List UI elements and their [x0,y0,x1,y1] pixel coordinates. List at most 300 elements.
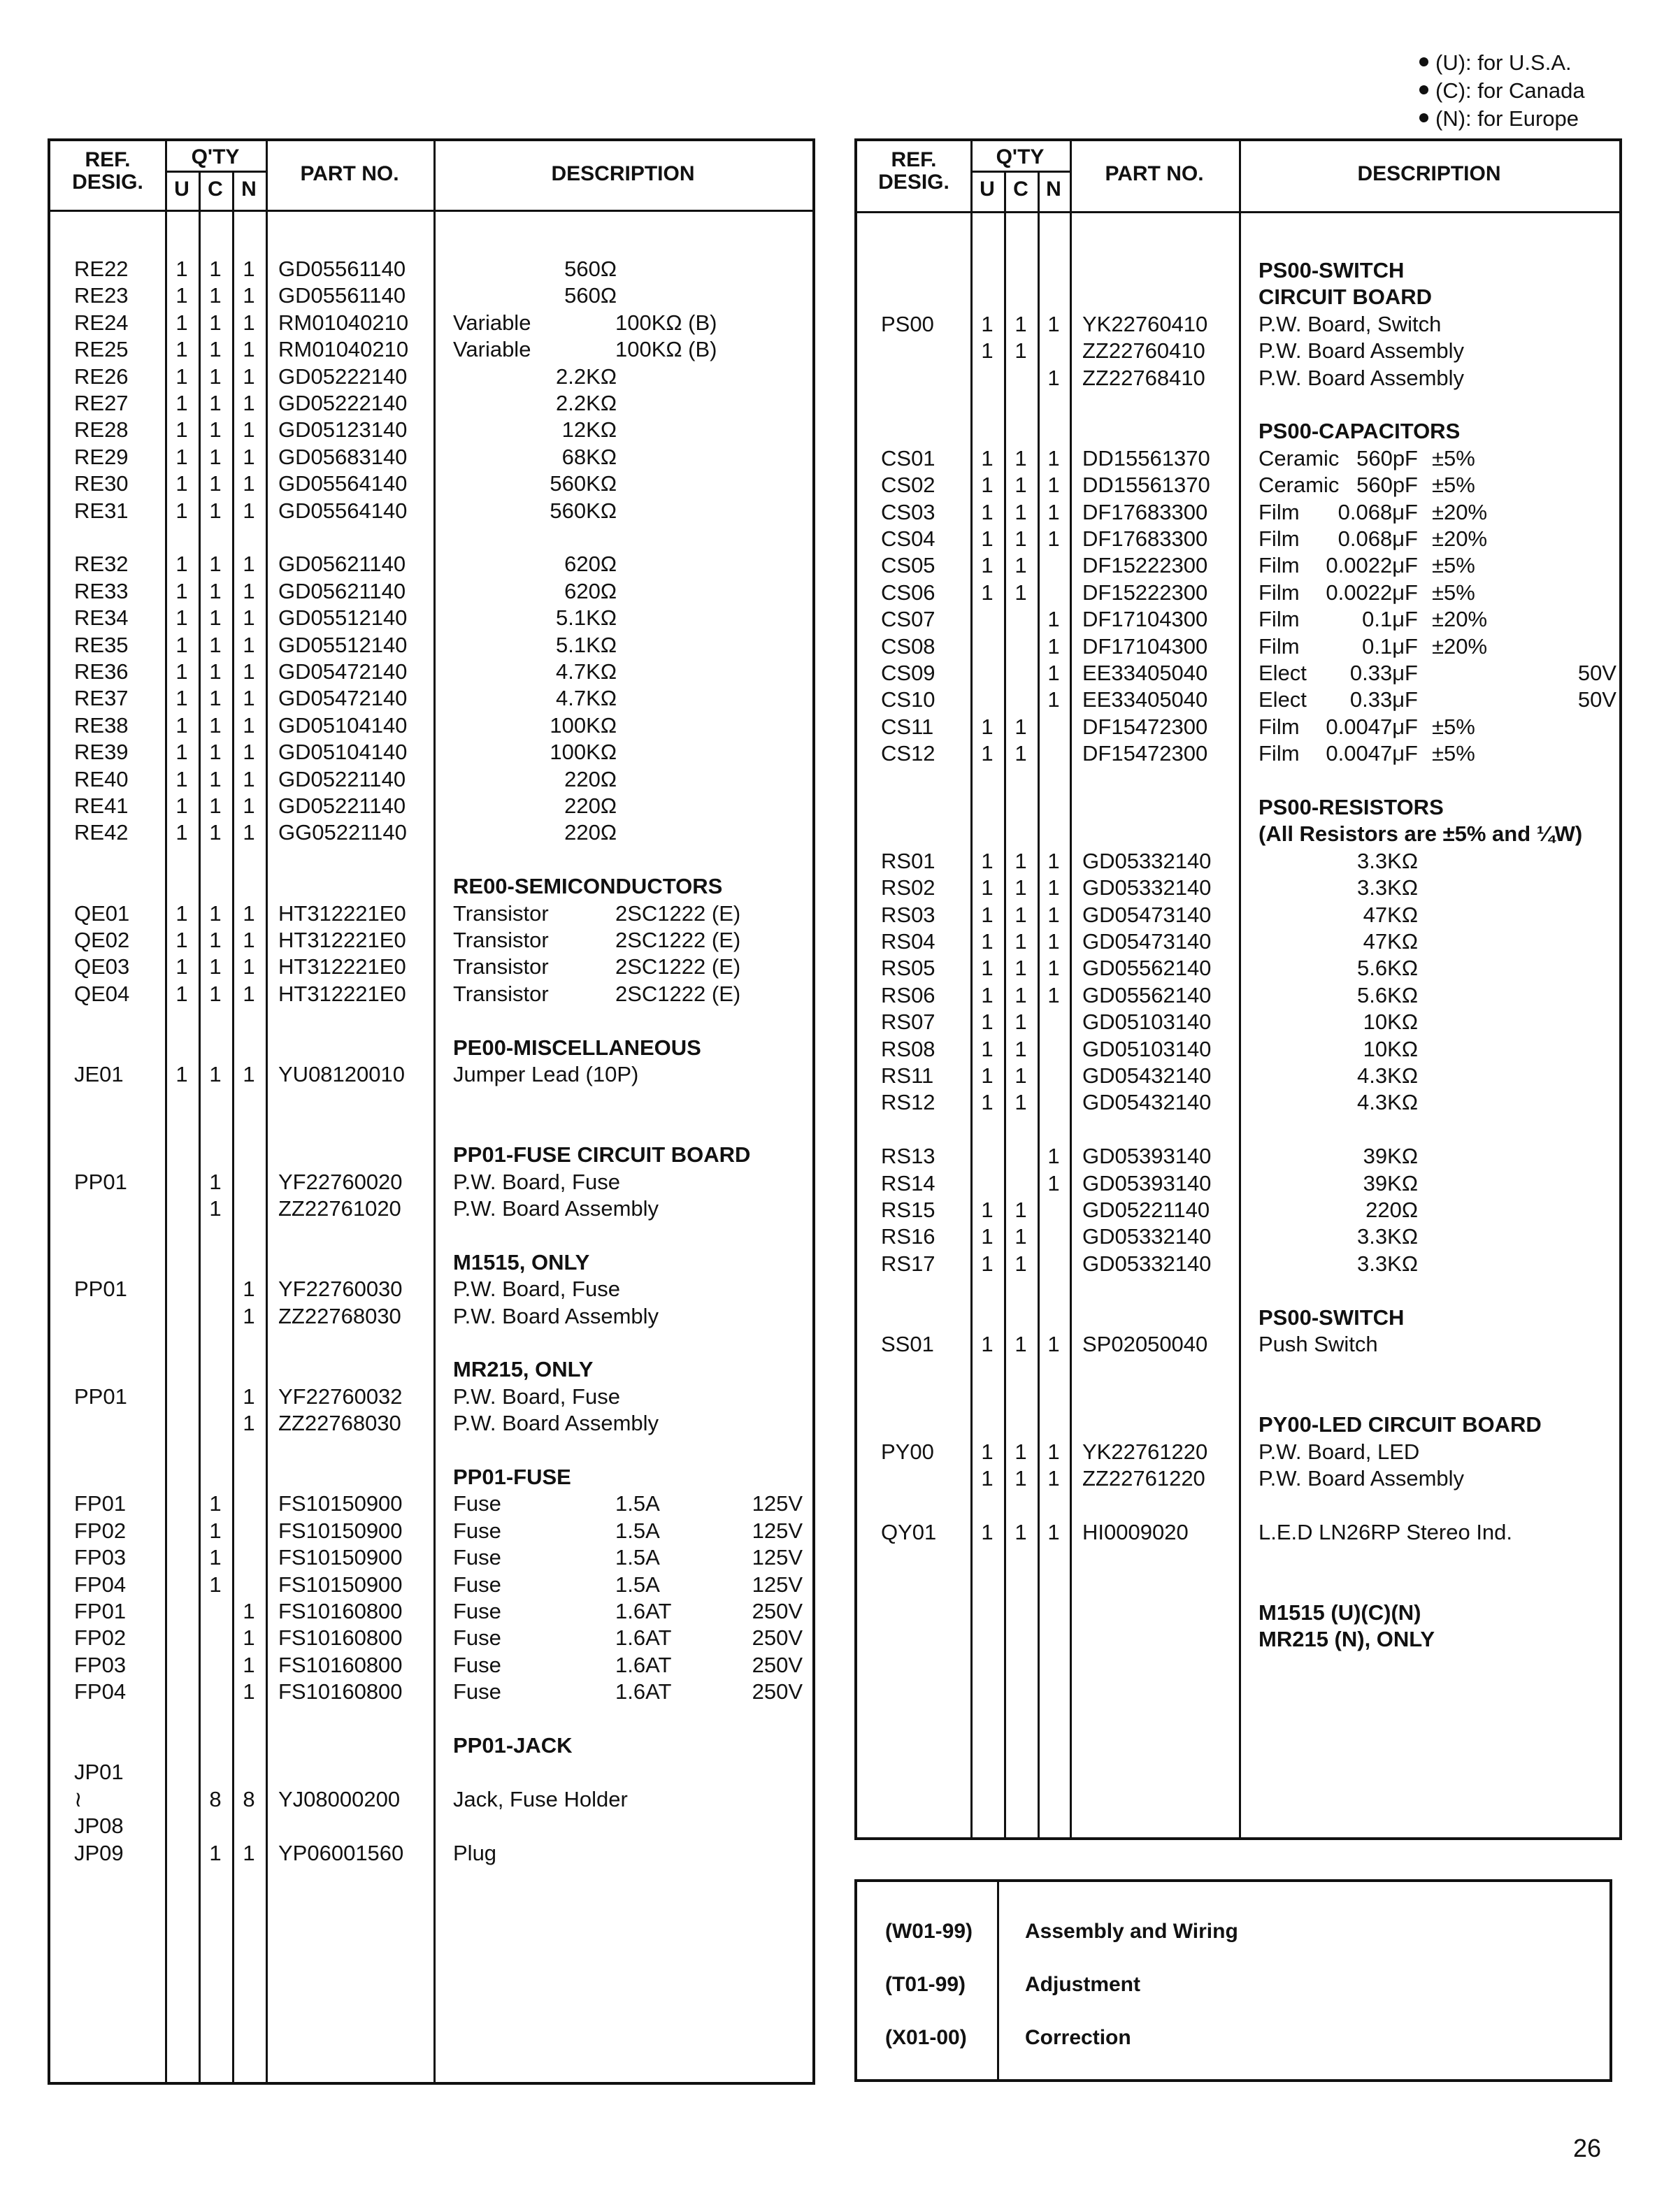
description-value: 0.1μF [1362,633,1418,659]
ref-designator: PP01 [74,1277,127,1302]
description-value: 620Ω [564,578,617,603]
qty-n: 1 [243,686,255,711]
qty-c: 1 [209,820,222,845]
qty-c: 1 [209,1545,222,1570]
qty-n: 1 [243,1062,255,1086]
part-number: DF17683300 [1082,499,1208,524]
qty-c: 1 [1014,526,1027,551]
qty-subheader-line [165,171,266,173]
legend-usa: (U): for U.S.A. [1419,49,1585,77]
section-heading: PS00-RESISTORS [1258,795,1444,819]
qty-u: 1 [981,580,994,605]
qty-c: 1 [1014,982,1027,1007]
part-number: GD05472140 [278,686,408,711]
description-spec: 2SC1222 (E) [615,954,741,979]
qty-n: 1 [1047,1170,1060,1195]
description-value: 560KΩ [550,498,617,523]
description-value: 2.2KΩ [556,364,617,389]
ref-designator: CS01 [881,445,935,471]
description-value: 47KΩ [1363,929,1418,954]
qty-c: 1 [209,659,222,684]
qty-n: 1 [243,471,255,496]
qty-n: 1 [1047,687,1060,712]
qty-u: 1 [981,1090,994,1115]
qty-u: 1 [175,391,188,415]
description-type: Fuse [453,1572,501,1597]
qty-n: 1 [1047,365,1060,390]
qty-c: 1 [209,1840,222,1865]
header-part-no: PART NO. [300,162,399,185]
part-number: YP06001560 [278,1840,404,1865]
section-heading: PP01-FUSE CIRCUIT BOARD [453,1142,751,1168]
description-spec: ±5% [1432,445,1475,471]
qty-u: 1 [981,1332,994,1356]
qty-c: 1 [1014,499,1027,524]
qty-u: 1 [981,1519,994,1544]
description-value: 39KΩ [1363,1170,1418,1195]
part-number: GD05432140 [1082,1090,1212,1115]
ref-designator: RS12 [881,1090,935,1115]
ref-designator: RS15 [881,1198,935,1222]
description-spec: 1.5A [615,1545,660,1570]
description-value: 39KΩ [1363,1144,1418,1169]
qty-u: 1 [981,526,994,551]
part-number: GD05332140 [1082,1251,1212,1276]
qty-u: 1 [175,981,188,1006]
ref-designator: FP01 [74,1491,127,1516]
qty-u: 1 [175,257,188,281]
part-number: GD05621140 [278,578,406,603]
qty-u: 1 [175,310,188,335]
part-number: FS10150900 [278,1491,403,1516]
description-type: Film [1258,499,1300,524]
qty-n: 1 [243,928,255,952]
description-type: Variable [453,337,531,362]
qty-n: 1 [1047,445,1060,471]
part-number: HT312221E0 [278,928,406,952]
qty-n: 1 [1047,311,1060,336]
code-legend-box [854,1879,1612,2082]
description-value: 220Ω [564,820,617,845]
legend-canada: (C): for Canada [1419,77,1585,105]
qty-n: 1 [243,337,255,362]
description-type: Fuse [453,1545,501,1570]
qty-c: 1 [209,712,222,738]
qty-c: 1 [209,766,222,791]
part-number: GG05221140 [278,820,407,845]
description-value: 5.6KΩ [1357,956,1418,981]
ref-designator: RS05 [881,956,935,981]
section-heading: MR215 (N), ONLY [1258,1627,1435,1652]
part-number: ZZ22761220 [1082,1466,1205,1491]
bullet-icon [1419,85,1428,94]
qty-n: 1 [243,257,255,281]
description-spec: 1.6AT [615,1652,672,1677]
qty-n: 1 [1047,929,1060,954]
description-value: 3.3KΩ [1357,875,1418,900]
qty-c: 1 [1014,311,1027,336]
qty-u: 1 [175,900,188,926]
qty-c: 1 [1014,875,1027,900]
qty-c: 1 [1014,1036,1027,1061]
description-value: 4.7KΩ [556,686,617,711]
ref-designator: QE03 [74,954,130,979]
qty-n: 1 [243,766,255,791]
description-rating: 250V [752,1599,803,1623]
ref-designator: FP03 [74,1545,127,1570]
part-number: DF15222300 [1082,580,1208,605]
description-spec: ±5% [1432,580,1475,605]
description-spec: 1.5A [615,1572,660,1597]
description-value: 47KΩ [1363,902,1418,927]
description-value: 0.0022μF [1326,553,1418,578]
qty-c: 1 [1014,473,1027,498]
description-spec: 2SC1222 (E) [615,900,741,926]
description-value: 10KΩ [1363,1010,1418,1035]
legend-text: Assembly and Wiring [1025,1920,1238,1943]
part-number: GD05222140 [278,391,408,415]
ref-designator: RE28 [74,417,129,443]
qty-n: 1 [243,793,255,818]
description-value: 3.3KΩ [1357,848,1418,873]
description-type: Fuse [453,1652,501,1677]
qty-c: 1 [209,632,222,657]
part-number: DF15222300 [1082,553,1208,578]
qty-u: 1 [175,766,188,791]
description-spec: ±20% [1432,607,1488,632]
ref-designator: QY01 [881,1519,937,1544]
qty-c: 1 [1014,741,1027,766]
description-spec: 1.5A [615,1491,660,1516]
ref-designator: CS10 [881,687,935,712]
description-value: 5.1KΩ [556,605,617,631]
ref-designator: RE34 [74,605,129,631]
ref-designator: RS17 [881,1251,935,1276]
section-heading: PS00-CAPACITORS [1258,419,1461,444]
ref-designator: RS04 [881,929,935,954]
qty-u: 1 [981,1224,994,1249]
header-n: N [1046,178,1061,201]
qty-n: 1 [243,364,255,389]
section-heading: M1515 (U)(C)(N) [1258,1600,1421,1625]
ref-designator: CS07 [881,607,935,632]
ref-designator: JP01 [74,1760,124,1785]
part-number: GD05332140 [1082,875,1212,900]
qty-n: 1 [1047,1466,1060,1491]
ref-designator: RE37 [74,686,129,711]
page-number: 26 [1573,2134,1602,2162]
part-number: YF22760032 [278,1384,403,1409]
qty-u: 1 [981,741,994,766]
ref-designator: QE04 [74,981,130,1006]
part-number: DD15561370 [1082,473,1210,498]
region-legend [1419,49,1585,133]
bullet-icon [1419,57,1428,66]
ref-designator: QE01 [74,900,130,926]
qty-c: 1 [1014,1090,1027,1115]
qty-u: 1 [175,1062,188,1086]
qty-u: 1 [175,954,188,979]
section-heading: PY00-LED CIRCUIT BOARD [1258,1412,1542,1437]
description-value: 4.7KΩ [556,659,617,684]
description-type: Film [1258,714,1300,739]
qty-n: 1 [243,1277,255,1302]
part-number: YU08120010 [278,1062,405,1086]
qty-u: 1 [981,848,994,873]
part-number: HT312221E0 [278,981,406,1006]
ref-designator: RE38 [74,712,129,738]
qty-n: 1 [1047,526,1060,551]
header-u: U [980,178,995,201]
description-spec: ±20% [1432,633,1488,659]
qty-c: 1 [209,1518,222,1543]
description-spec: 100KΩ (B) [615,337,717,362]
qty-c: 1 [1014,714,1027,739]
ref-designator: FP04 [74,1572,127,1597]
legend-code: (T01-99) [885,1973,966,1996]
part-number: GD05221140 [278,793,406,818]
description-type: P.W. Board, Fuse [453,1169,620,1194]
part-number: HI0009020 [1082,1519,1189,1544]
description-value: 0.33μF [1349,661,1418,685]
description-type: Plug [453,1840,497,1865]
legend-europe: (N): for Europe [1419,105,1585,133]
description-type: Ceramic [1258,473,1340,498]
qty-n: 1 [1047,875,1060,900]
legend-code: (W01-99) [885,1920,973,1943]
qty-u: 1 [175,659,188,684]
qty-u: 1 [175,712,188,738]
header-divider [50,210,812,212]
part-number: HT312221E0 [278,954,406,979]
description-type: Fuse [453,1599,501,1623]
section-heading: PP01-FUSE [453,1465,571,1489]
header-c: C [208,178,223,201]
header-qty: Q'TY [996,145,1045,168]
qty-u: 1 [981,1198,994,1222]
description-rating: 250V [752,1625,803,1651]
qty-n: 1 [243,1652,255,1677]
description-value: 100KΩ [550,740,617,765]
ref-designator: CS09 [881,661,935,685]
part-number: GD05123140 [278,417,408,443]
part-number: GD05103140 [1082,1010,1212,1035]
part-number: GD05621140 [278,552,406,577]
part-number: GD05564140 [278,471,408,496]
qty-n: 1 [1047,633,1060,659]
qty-u: 1 [175,364,188,389]
qty-u: 1 [981,553,994,578]
qty-u: 1 [981,902,994,927]
section-heading: (All Resistors are ±5% and ¼W) [1258,821,1583,847]
description-type: Film [1258,633,1300,659]
description-spec: 1.5A [615,1518,660,1543]
part-number: GD05564140 [278,498,408,523]
description-type: P.W. Board, Switch [1258,311,1442,336]
ref-designator: JP08 [74,1814,124,1839]
description-value: 5.1KΩ [556,632,617,657]
part-number: DF17683300 [1082,526,1208,551]
qty-u: 1 [175,283,188,308]
description-value: 5.6KΩ [1357,982,1418,1007]
qty-n: 1 [1047,956,1060,981]
description-rating: 50V [1577,661,1616,685]
part-number: YF22760030 [278,1277,403,1302]
qty-c: 1 [1014,338,1027,364]
description-type: P.W. Board Assembly [453,1303,659,1328]
qty-u: 1 [175,820,188,845]
ref-designator: RE30 [74,471,129,496]
description-type: P.W. Board Assembly [1258,365,1465,390]
part-number: GD05104140 [278,712,408,738]
ref-designator: RE41 [74,793,129,818]
qty-c: 1 [1014,553,1027,578]
description-spec: ±20% [1432,499,1488,524]
qty-c: 1 [209,578,222,603]
qty-c: 1 [209,257,222,281]
description-value: 560Ω [564,283,617,308]
column-divider [266,141,268,2082]
header-description: DESCRIPTION [1357,162,1501,185]
ref-designator: FP02 [74,1625,127,1651]
section-heading: CIRCUIT BOARD [1258,285,1432,310]
qty-subheader-line [970,171,1070,173]
part-number: DF17104300 [1082,607,1208,632]
ref-designator: FP02 [74,1518,127,1543]
ref-designator: CS12 [881,741,935,766]
ref-designator: RS07 [881,1010,935,1035]
qty-n: 1 [1047,848,1060,873]
description-type: P.W. Board, LED [1258,1439,1420,1464]
ref-designator: CS08 [881,633,935,659]
description-type: Film [1258,607,1300,632]
qty-n: 1 [1047,1332,1060,1356]
qty-n: 8 [243,1786,255,1811]
qty-c: 1 [209,1196,222,1221]
qty-c: 1 [209,928,222,952]
qty-c: 1 [209,1572,222,1597]
ref-designator: RS01 [881,848,935,873]
ref-designator: RE24 [74,310,129,335]
part-number: YK22761220 [1082,1439,1208,1464]
qty-c: 1 [1014,1198,1027,1222]
ref-designator: RS14 [881,1170,935,1195]
qty-n: 1 [243,1679,255,1704]
part-number: FS10160800 [278,1652,403,1677]
qty-u: 1 [175,417,188,443]
header-divider [857,211,1619,213]
ref-designator: RE23 [74,283,129,308]
ref-designator: RS13 [881,1144,935,1169]
ref-designator: RE42 [74,820,129,845]
header-desig: DESIG. [72,171,143,194]
ref-designator: PS00 [881,311,934,336]
part-number: FS10160800 [278,1679,403,1704]
qty-c: 1 [209,310,222,335]
legend-code: (X01-00) [885,2026,967,2049]
part-number: YK22760410 [1082,311,1208,336]
description-rating: 250V [752,1652,803,1677]
header-description: DESCRIPTION [551,162,695,185]
description-value: 220Ω [564,766,617,791]
description-value: 560pF [1356,445,1418,471]
part-number: GD05393140 [1082,1170,1212,1195]
description-type: Transistor [453,928,549,952]
part-number: DF17104300 [1082,633,1208,659]
header-ref: REF. [891,148,937,171]
description-value: 10KΩ [1363,1036,1418,1061]
ref-designator: RE27 [74,391,129,415]
section-heading: RE00-SEMICONDUCTORS [453,874,723,899]
qty-u: 1 [175,793,188,818]
qty-u: 1 [175,632,188,657]
description-value: 12KΩ [561,417,617,443]
qty-u: 1 [981,311,994,336]
qty-u: 1 [175,498,188,523]
description-spec: ±5% [1432,553,1475,578]
description-value: 4.3KΩ [1357,1063,1418,1088]
qty-u: 1 [981,875,994,900]
qty-n: 1 [1047,499,1060,524]
qty-u: 1 [981,714,994,739]
qty-u: 1 [981,982,994,1007]
qty-c: 1 [1014,1466,1027,1491]
description-rating: 125V [752,1572,803,1597]
qty-c: 1 [1014,1010,1027,1035]
section-heading: PP01-JACK [453,1733,573,1758]
header-desig: DESIG. [878,171,949,194]
qty-c: 1 [209,981,222,1006]
part-number: GD05432140 [1082,1063,1212,1088]
bullet-icon [1419,113,1428,122]
header-c: C [1013,178,1028,201]
qty-u: 1 [175,578,188,603]
part-number: GD05561140 [278,257,406,281]
description-type: Push Switch [1258,1332,1378,1356]
qty-u: 1 [175,605,188,631]
part-number: RM01040210 [278,337,409,362]
description-type: Ceramic [1258,445,1340,471]
description-value: 220Ω [1365,1198,1418,1222]
qty-c: 1 [1014,1332,1027,1356]
qty-c: 1 [209,391,222,415]
qty-c: 1 [209,364,222,389]
ref-designator: JE01 [74,1062,124,1086]
description-value: 560KΩ [550,471,617,496]
description-type: Elect [1258,687,1307,712]
header-n: N [241,178,257,201]
ref-designator: PP01 [74,1169,127,1194]
qty-n: 1 [243,1303,255,1328]
description-value: 4.3KΩ [1357,1090,1418,1115]
qty-c: 1 [1014,1251,1027,1276]
qty-n: 1 [1047,473,1060,498]
ref-designator: CS11 [881,714,934,739]
ref-designator: RS08 [881,1036,935,1061]
qty-n: 1 [243,632,255,657]
description-type: Variable [453,310,531,335]
description-type: Transistor [453,981,549,1006]
part-number: YJ08000200 [278,1786,401,1811]
qty-c: 1 [1014,1224,1027,1249]
part-number: FS10160800 [278,1599,403,1623]
part-number: FS10160800 [278,1625,403,1651]
ref-designator: RS11 [881,1063,934,1088]
part-number: GD05393140 [1082,1144,1212,1169]
header-u: U [174,178,189,201]
description-value: 560Ω [564,257,617,281]
description-spec: 100KΩ (B) [615,310,717,335]
